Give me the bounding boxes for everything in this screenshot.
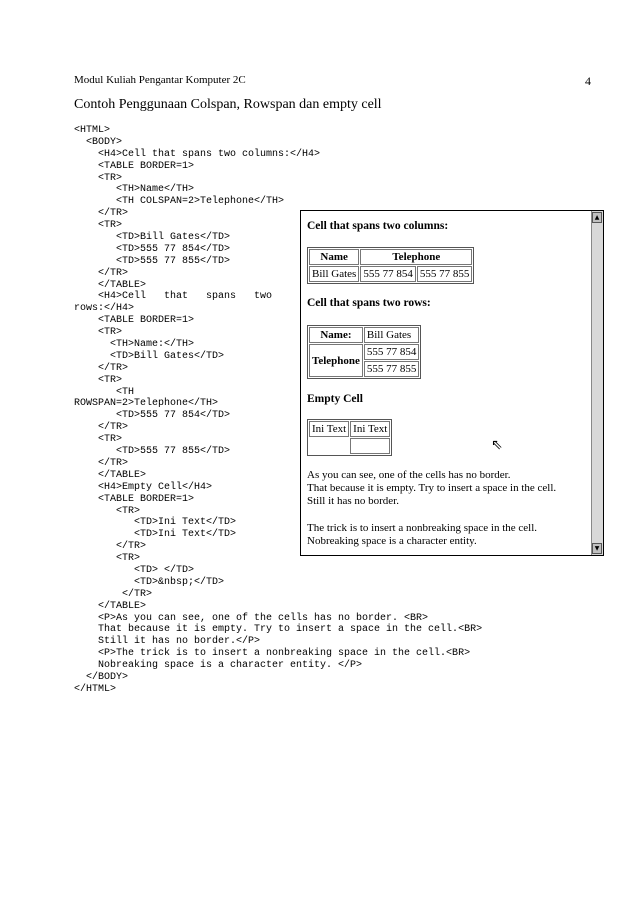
scroll-up-arrow-icon[interactable]: ▲	[592, 212, 602, 223]
mouse-cursor-icon: ⇖	[491, 437, 503, 453]
code-line: </TR>	[74, 422, 129, 434]
td-text2: Ini Text	[350, 421, 390, 437]
code-line: <HTML>	[74, 125, 111, 136]
code-line: <TABLE BORDER=1>	[74, 315, 195, 327]
paragraph-line: Still it has no border.	[307, 495, 399, 507]
td-name: Bill Gates	[309, 266, 359, 282]
code-line: <H4>Cell that spans two columns:</H4>	[74, 148, 321, 160]
td-phone2: 555 77 855	[417, 266, 473, 282]
code-line: <TH>Name:</TH>	[74, 339, 195, 351]
code-line: <TD>&nbsp;</TD>	[74, 576, 225, 588]
code-line: <TH>Name</TH>	[74, 184, 195, 196]
th-telephone: Telephone	[309, 344, 363, 377]
code-line: </TR>	[74, 588, 153, 600]
code-line: <TD>Bill Gates</TD>	[74, 232, 231, 244]
table-empty-cell	[307, 419, 392, 456]
code-line: </TR>	[74, 457, 129, 469]
code-line: <TR>	[74, 220, 123, 232]
code-line: <P>As you can see, one of the cells has no border. <BR>	[74, 612, 429, 624]
code-line: <TD> </TD>	[74, 564, 195, 576]
code-line: ROWSPAN=2>Telephone</TH>	[74, 398, 219, 410]
running-header: Modul Kuliah Pengantar Komputer 2C	[74, 74, 246, 86]
scroll-down-arrow-icon[interactable]: ▼	[592, 543, 602, 554]
code-line: <TABLE BORDER=1>	[74, 493, 195, 505]
table-colspan	[307, 247, 474, 284]
code-line: </TR>	[74, 208, 129, 220]
code-line: <H4>Empty Cell</H4>	[74, 481, 213, 493]
code-line: </TR>	[74, 267, 129, 279]
code-line: <TR>	[74, 172, 123, 184]
td-empty	[309, 438, 349, 454]
code-line: <TR>	[74, 327, 123, 339]
page-number: 4	[585, 74, 591, 88]
code-line: rows:</H4>	[74, 303, 135, 315]
code-line: <TR>	[74, 505, 141, 517]
code-line: <TD>Bill Gates</TD>	[74, 350, 225, 362]
browser-render-window	[300, 210, 604, 556]
code-line: <TR>	[74, 553, 141, 565]
code-line: <TABLE BORDER=1>	[74, 160, 195, 172]
code-line: Still it has no border.</P>	[74, 636, 261, 648]
td-phone2: 555 77 855	[364, 361, 420, 377]
paragraph-2	[307, 522, 537, 548]
code-line: <TH COLSPAN=2>Telephone</TH>	[74, 196, 285, 208]
heading-rowspan: Cell that spans two rows:	[307, 297, 431, 309]
code-line: </BODY>	[74, 671, 129, 683]
td-text1: Ini Text	[309, 421, 349, 437]
code-line: <TH	[74, 386, 135, 398]
table-rowspan	[307, 325, 421, 379]
code-line: <TD>555 77 855</TD>	[74, 255, 231, 267]
code-line: <H4>Cell that spans two	[74, 291, 273, 303]
code-line: <TR>	[74, 374, 123, 386]
code-line: <TD>555 77 854</TD>	[74, 243, 231, 255]
th-name: Name	[309, 249, 359, 265]
td-nbsp	[350, 438, 390, 454]
code-line: That because it is empty. Try to insert a space in the cell.<BR>	[74, 624, 483, 636]
vertical-scrollbar[interactable]	[591, 211, 603, 555]
td-phone1: 555 77 854	[364, 344, 420, 360]
code-line: <TD>555 77 854</TD>	[74, 410, 231, 422]
heading-empty-cell: Empty Cell	[307, 393, 363, 405]
code-line: </HTML>	[74, 683, 117, 695]
td-phone1: 555 77 854	[360, 266, 416, 282]
code-line: </TABLE>	[74, 469, 147, 481]
code-line: </TABLE>	[74, 600, 147, 612]
code-line: <TR>	[74, 434, 123, 446]
code-line: Nobreaking space is a character entity. </P>	[74, 660, 363, 672]
code-line: <TD>Ini Text</TD>	[74, 517, 237, 529]
code-line: </TR>	[74, 362, 129, 374]
code-line: </TABLE>	[74, 279, 147, 291]
td-name: Bill Gates	[364, 327, 420, 343]
code-line: <BODY>	[74, 136, 123, 148]
paragraph-1	[307, 469, 556, 508]
browser-viewport	[301, 211, 593, 555]
th-telephone: Telephone	[360, 249, 472, 265]
paragraph-line: That because it is empty. Try to insert a space in the cell.	[307, 482, 557, 494]
heading-colspan: Cell that spans two columns:	[307, 220, 449, 232]
code-line: <TD>555 77 855</TD>	[74, 446, 231, 458]
paragraph-line: As you can see, one of the cells has no border.	[307, 469, 511, 481]
code-line: </TR>	[74, 541, 147, 553]
code-line: <P>The trick is to insert a nonbreaking space in the cell.<BR>	[74, 648, 471, 660]
paragraph-line: The trick is to insert a nonbreaking space in the cell.	[307, 522, 538, 534]
code-line: <TD>Ini Text</TD>	[74, 529, 237, 541]
section-title: Contoh Penggunaan Colspan, Rowspan dan empty cell	[74, 97, 382, 112]
th-name: Name:	[309, 327, 363, 343]
paragraph-line: Nobreaking space is a character entity.	[307, 535, 477, 547]
